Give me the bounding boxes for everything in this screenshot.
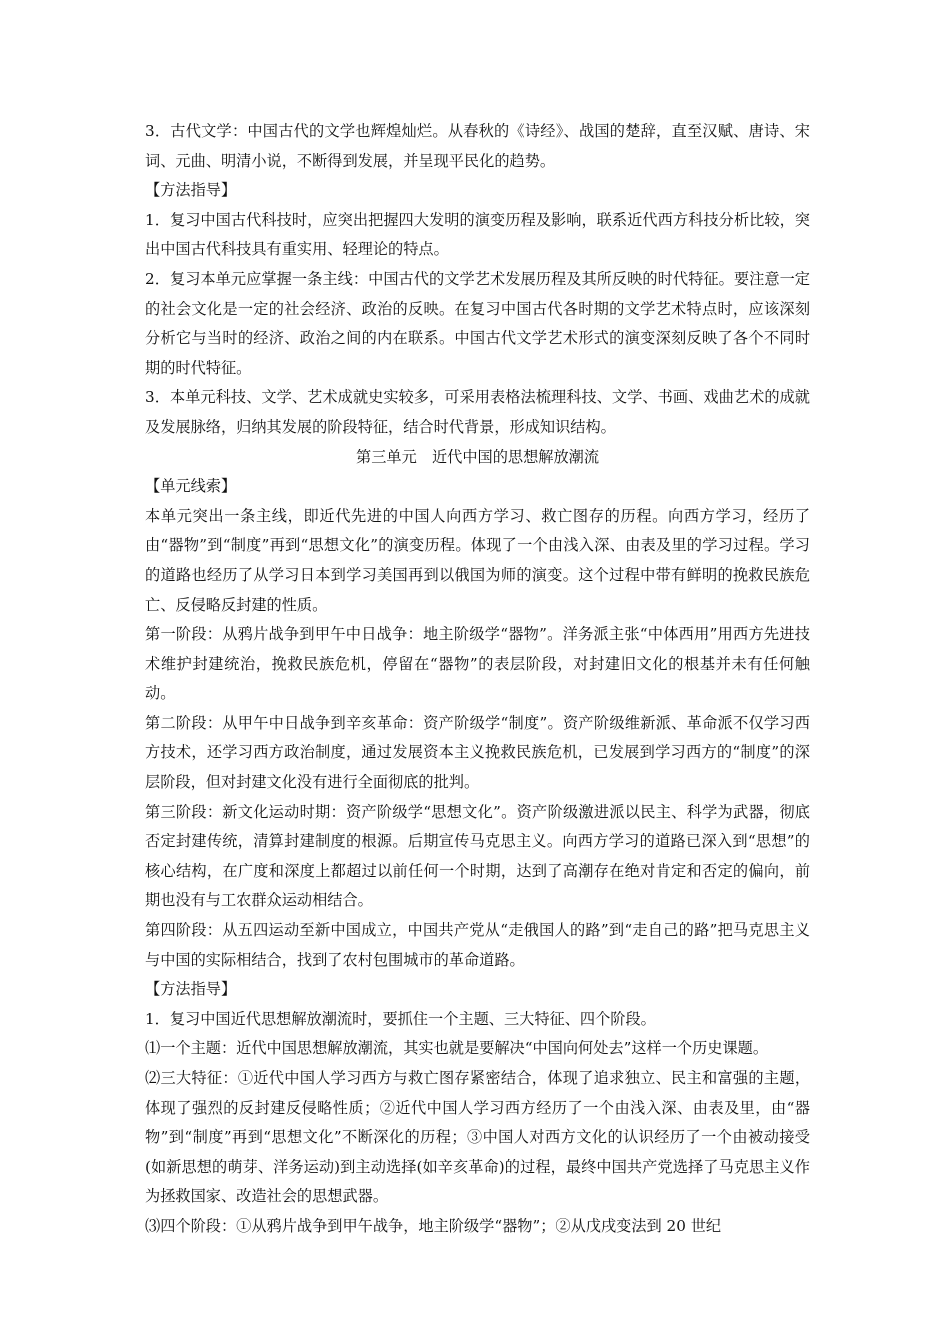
clue-stage-1: 第一阶段：从鸦片战争到甲午中日战争：地主阶级学“器物”。洋务派主张“中体西用”用西方先进技术维护封建统治，挽救民族危机，停留在“器物”的表层阶段，对封建旧文化的根基并未有任何触动。 <box>145 625 810 703</box>
section-heading-method-guide: 【方法指导】 <box>145 181 237 200</box>
clue-stage-4: 第四阶段：从五四运动至新中国成立，中国共产党从“走俄国人的路”到“走自己的路”把马克思主义与中国的实际相结合，找到了农村包围城市的革命道路。 <box>145 921 810 969</box>
guide-item-1: 1．复习中国近代思想解放潮流时，要抓住一个主题、三大特征、四个阶段。 <box>145 1009 656 1028</box>
section-heading-unit-clue: 【单元线索】 <box>145 477 237 496</box>
paragraph-ancient-literature: 3．古代文学：中国古代的文学也辉煌灿烂。从春秋的《诗经》、战国的楚辞，直至汉赋、唐诗、宋词、元曲、明清小说，不断得到发展，并呈现平民化的趋势。 <box>145 122 810 170</box>
document-page <box>145 117 810 1242</box>
method-item-3: 3．本单元科技、文学、艺术成就史实较多，可采用表格法梳理科技、文学、书画、戏曲艺术的成就及发展脉络，归纳其发展的阶段特征，结合时代背景，形成知识结构。 <box>145 388 810 436</box>
guide-theme: ⑴一个主题：近代中国思想解放潮流，其实也就是要解决“中国向何处去”这样一个历史课题。 <box>145 1039 769 1058</box>
unit-title: 第三单元 近代中国的思想解放潮流 <box>356 447 599 466</box>
method-item-1: 1．复习中国古代科技时，应突出把握四大发明的演变历程及影响，联系近代西方科技分析比较，突出中国古代科技具有重实用、轻理论的特点。 <box>145 210 810 259</box>
guide-stages: ⑶四个阶段：①从鸦片战争到甲午战争，地主阶级学“器物”；②从戊戌变法到 20 世纪 <box>145 1216 722 1235</box>
method-item-2: 2．复习本单元应掌握一条主线：中国古代的文学艺术发展历程及其所反映的时代特征。要注意一定的社会文化是一定的社会经济、政治的反映。在复习中国古代各时期的文学艺术特点时，应该深刻分析它与当时的经济、政治之间的内在联系。中国古代文学艺术形式的演变深刻反映了各个不同时期的时代特征。 <box>145 269 810 377</box>
clue-stage-3: 第三阶段：新文化运动时期：资产阶级学“思想文化”。资产阶级激进派以民主、科学为武器，彻底否定封建传统，清算封建制度的根源。后期宣传马克思主义。向西方学习的道路已深入到“思想”的核心结构，在广度和深度上都超过以前任何一个时期，达到了高潮存在绝对肯定和否定的偏向，前期也没有与工农群众运动相结合。 <box>145 802 810 910</box>
clue-stage-2: 第二阶段：从甲午中日战争到辛亥革命：资产阶级学“制度”。资产阶级维新派、革命派不仅学习西方技术，还学习西方政治制度，通过发展资本主义挽救民族危机，已发展到学习西方的“制度”的深层阶段，但对封建文化没有进行全面彻底的批判。 <box>145 713 810 792</box>
section-heading-method-guide-2: 【方法指导】 <box>145 980 237 999</box>
clue-intro: 本单元突出一条主线，即近代先进的中国人向西方学习、救亡图存的历程。向西方学习，经历了由“器物”到“制度”再到“思想文化”的演变历程。体现了一个由浅入深、由表及里的学习过程。学习的道路也经历了从学习日本到学习美国再到以俄国为师的演变。这个过程中带有鲜明的挽救民族危亡、反侵略反封建的性质。 <box>145 506 810 614</box>
guide-features: ⑵三大特征：①近代中国人学习西方与救亡图存紧密结合，体现了追求独立、民主和富强的主题，体现了强烈的反封建反侵略性质；②近代中国人学习西方经历了一个由浅入深、由表及里，由“器物”到“制度”再到“思想文化”不断深化的历程；③中国人对西方文化的认识经历了一个由被动接受(如新思想的萌芽、洋务运动)到主动选择(如辛亥革命)的过程，最终中国共产党选择了马克思主义作为拯救国家、改造社会的思想武器。 <box>145 1069 810 1206</box>
